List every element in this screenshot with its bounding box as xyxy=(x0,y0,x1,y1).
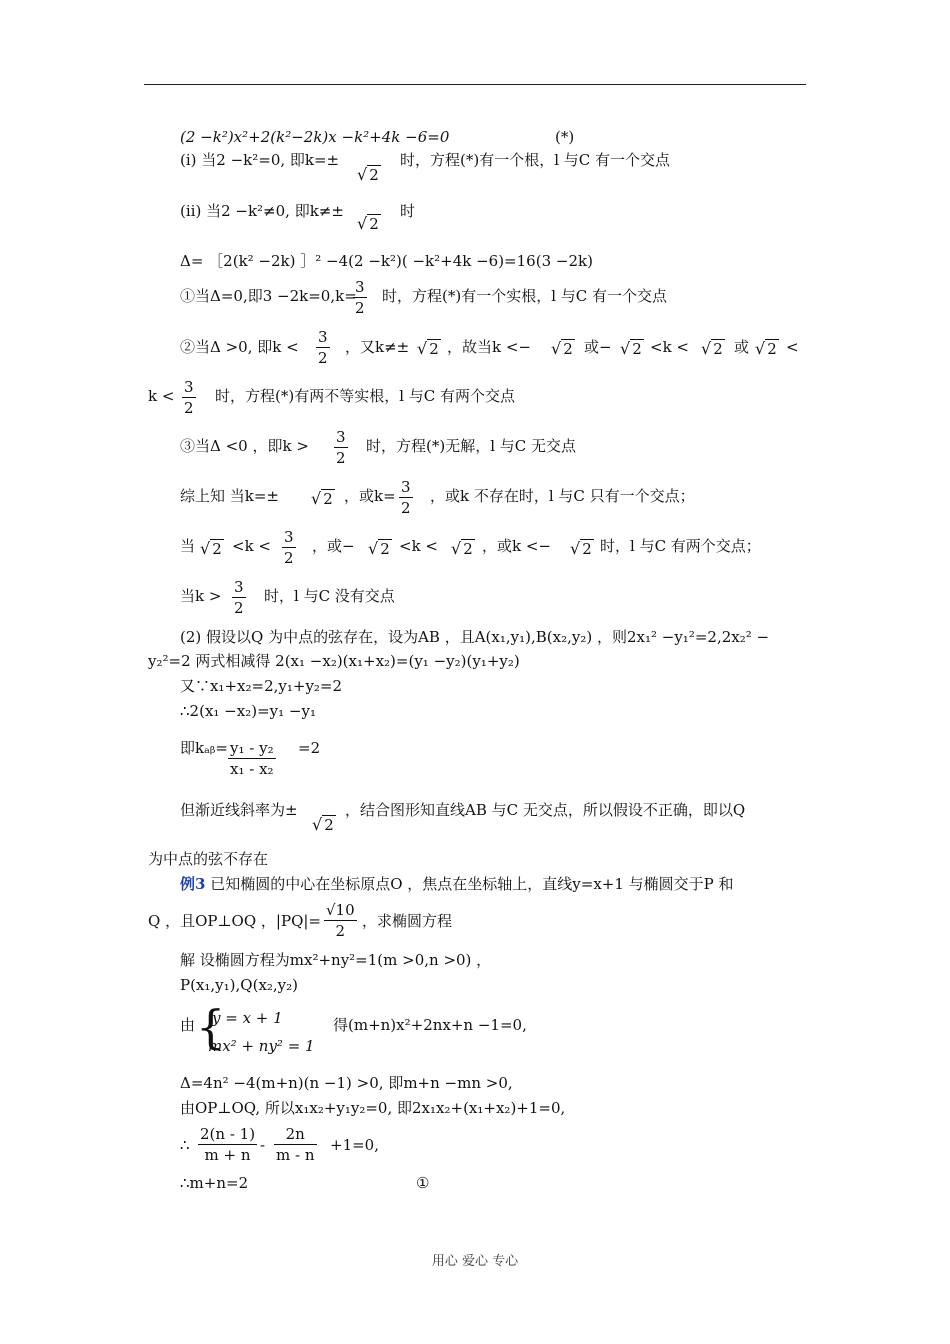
system-brace: { xyxy=(196,1000,226,1054)
example-cond: Q ，且OP⊥OQ ，|PQ|= xyxy=(148,912,321,930)
discriminant: Δ= ［2(k² −2k) ］² −4(2 −k²)( −k²+4k −6)=16(3 −2k) xyxy=(180,252,593,270)
fraction-sqrt10-2: $\frac{√10}{2}$ xyxy=(326,901,355,940)
case-1-result: 时，方程(*)有一个实根，l 与C 有一个交点 xyxy=(382,287,668,305)
or-word: 或 xyxy=(734,338,750,356)
system-result: 得(m+n)x²+2nx+n −1=0, xyxy=(333,1016,527,1034)
case-2-text: ②当Δ >0, 即k < xyxy=(180,338,299,356)
therefore: ∴ xyxy=(180,1136,190,1154)
example-text: 已知椭圆的中心在坐标原点O ，焦点在坐标轴上，直线y=x+1 与椭圆交于P 和 xyxy=(205,875,734,893)
solution-perp: 由OP⊥OQ, 所以x₁x₂+y₁y₂=0, 即2x₁x₂+(x₁+x₂)+1=0, xyxy=(180,1099,566,1117)
summary-text: 综上知 当k=± xyxy=(180,487,279,505)
part-2-line-1: (2) 假设以Q 为中点的弦存在，设为AB ，且A(x₁,y₁),B(x₂,y₂) ，则2x₁² −y₁²=2,2x₂² − xyxy=(180,628,770,646)
lt-k-lt: <k < xyxy=(232,537,271,555)
sqrt-2: √ 2 xyxy=(311,489,333,508)
case-i-text: (ⅰ) 当2 −k²=0, 即k=± xyxy=(180,151,340,169)
example-label: 例3 xyxy=(180,875,206,893)
summary-or: ，或k= xyxy=(344,487,396,505)
page-footer: 用心 爱心 专心 xyxy=(431,1254,519,1269)
fraction-3-2: $\frac{3}{2}$ xyxy=(318,328,328,367)
sqrt-2: √ 2 xyxy=(312,815,334,834)
case-3-result: 时，方程(*)无解，l 与C 无交点 xyxy=(366,437,577,455)
slope-fraction: $\frac{\text{y₁ - y₂}}{\text{x₁ - x₂}}$ xyxy=(230,739,274,778)
sqrt-2: √ 2 xyxy=(451,539,473,558)
k-lt: k < xyxy=(148,387,175,405)
or-minus: ，或− xyxy=(312,537,355,555)
equation-tag: (*) xyxy=(555,128,575,146)
fraction-3-2: $\frac{3}{2}$ xyxy=(184,378,194,417)
from-word: 由 xyxy=(180,1016,196,1034)
system-eq-1: y = x + 1 xyxy=(212,1009,283,1027)
case-3-text: ③当Δ <0 ，即k > xyxy=(180,437,309,455)
solution-line-1: 解 设椭圆方程为mx²+ny²=1(m >0,n >0) ， xyxy=(180,951,492,969)
example-task: ，求椭圆方程 xyxy=(362,912,453,930)
solution-sum: ∴m+n=2 xyxy=(180,1174,249,1192)
or-minus: 或− xyxy=(584,338,612,356)
system-eq-2: mx² + ny² = 1 xyxy=(208,1037,315,1055)
conclusion: 为中点的弦不存在 xyxy=(148,850,269,868)
two-intersections: 时，l 与C 有两个交点； xyxy=(600,537,761,555)
header-rule xyxy=(144,84,806,85)
no-intersection: 时，l 与C 没有交点 xyxy=(264,587,395,605)
case-i xyxy=(180,150,339,170)
case-i-result: 时，方程(*)有一个根，l 与C 有一个交点 xyxy=(400,151,671,169)
sqrt-2: √ 2 xyxy=(368,539,390,558)
sqrt-2: √ 2 xyxy=(357,165,379,184)
fraction-3-2: $\frac{3}{2}$ xyxy=(234,578,244,617)
case-2-cond: ，又k≠± xyxy=(345,338,410,356)
when: 当 xyxy=(180,537,196,555)
lt-k-lt: <k < xyxy=(650,338,689,356)
equation-marker: ① xyxy=(416,1174,430,1192)
lt-k-lt: <k < xyxy=(399,537,438,555)
when-k-gt: 当k > xyxy=(180,587,222,605)
fraction-3-2: $\frac{3}{2}$ xyxy=(336,428,346,467)
fraction-a: $\frac{2(n - 1)}{m + n}$ xyxy=(200,1125,256,1164)
case-2-result: 时，方程(*)有两不等实根，l 与C 有两个交点 xyxy=(215,387,516,405)
part-2-line-4: ∴2(x₁ −x₂)=y₁ −y₁ xyxy=(180,702,316,720)
fraction-3-2: $\frac{3}{2}$ xyxy=(284,528,294,567)
asymptote-conclusion: ，结合图形知直线AB 与C 无交点，所以假设不正确，即以Q xyxy=(345,801,746,819)
part-2-line-2: y₂²=2 两式相减得 2(x₁ −x₂)(x₁+x₂)=(y₁ −y₂)(y₁+y₂) xyxy=(148,652,520,670)
plus-one: +1=0, xyxy=(330,1136,379,1154)
lt-sign: < xyxy=(786,338,799,356)
case-ii-suffix: 时 xyxy=(400,202,416,220)
summary-result: ，或k 不存在时，l 与C 只有一个交点； xyxy=(430,487,695,505)
sqrt-2: √ 2 xyxy=(417,339,439,358)
solution-delta: Δ=4n² −4(m+n)(n −1) >0, 即m+n −mn >0, xyxy=(180,1074,513,1092)
sqrt-2: √ 2 xyxy=(570,539,592,558)
sqrt-2: √ 2 xyxy=(357,214,379,233)
case-2-range: ，故当k <− xyxy=(447,338,531,356)
slope-value: =2 xyxy=(298,739,321,757)
sqrt-2: √ 2 xyxy=(701,339,723,358)
part-2-line-3: 又∵x₁+x₂=2,y₁+y₂=2 xyxy=(180,677,343,695)
equation-star: (2 −k²)x²+2(k²−2k)x −k²+4k −6=0 xyxy=(180,128,450,146)
sqrt-2: √ 2 xyxy=(200,539,222,558)
example-3 xyxy=(180,874,734,894)
minus: - xyxy=(260,1136,266,1154)
sqrt-2: √ 2 xyxy=(755,339,777,358)
sqrt-2: √ 2 xyxy=(551,339,573,358)
fraction-3-2: $\frac{3}{2}$ xyxy=(401,478,411,517)
or-k-lt: ，或k <− xyxy=(482,537,551,555)
solution-line-2: P(x₁,y₁),Q(x₂,y₂) xyxy=(180,976,299,994)
case-1-text: ①当Δ=0,即3 −2k=0,k= xyxy=(180,287,357,305)
fraction-3-2: $\frac{3}{2}$ xyxy=(355,278,365,317)
fraction-b: $\frac{2n}{m - n}$ xyxy=(276,1125,315,1164)
slope-label: 即kₐᵦ= xyxy=(180,739,228,757)
sqrt-2: √ 2 xyxy=(620,339,642,358)
asymptote-text: 但渐近线斜率为± xyxy=(180,801,298,819)
case-ii-text: (ⅱ) 当2 −k²≠0, 即k≠± xyxy=(180,202,344,220)
